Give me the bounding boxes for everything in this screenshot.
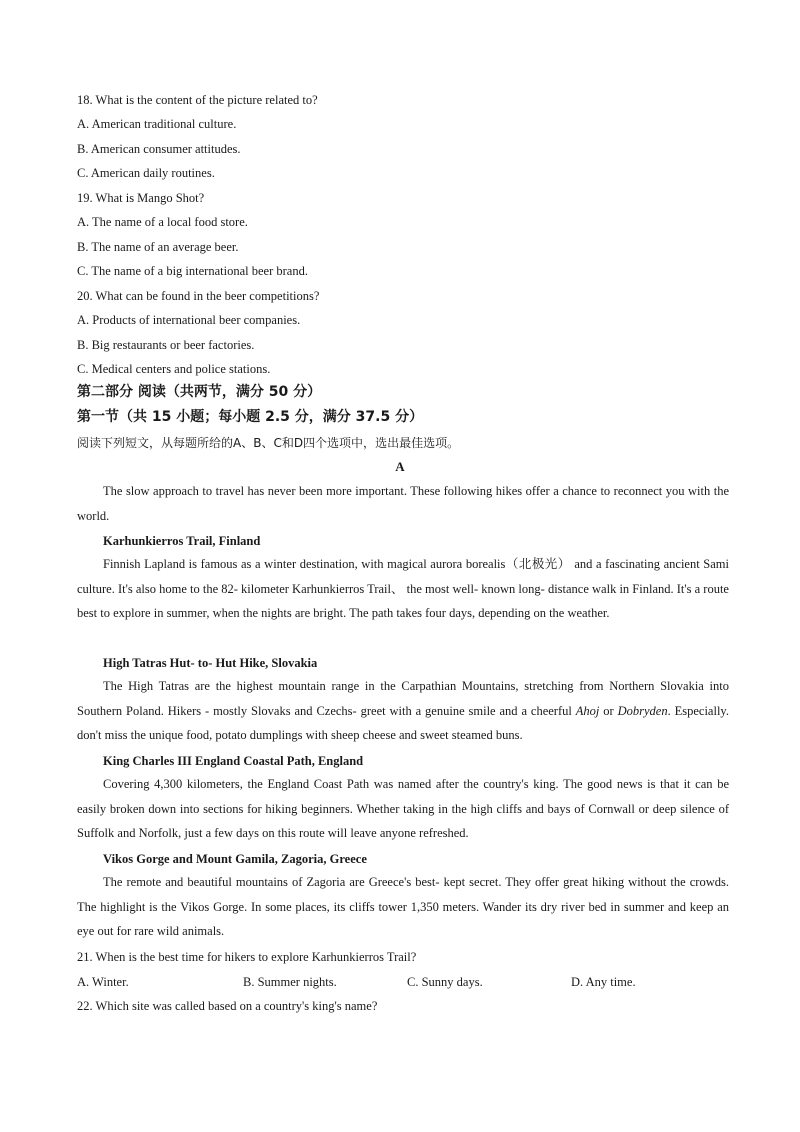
- question-20-option-a: A. Products of international beer companies.: [77, 313, 301, 327]
- question-18-option-a: A. American traditional culture.: [77, 117, 237, 131]
- instruction: 阅读下列短文，从每题所给的A、B、C和D四个选项中，选出最佳选项。: [77, 436, 460, 450]
- trail-text-king-charles: Covering 4,300 kilometers, the England Coast Path was named after the country's king. The good news is that it can be easily broken down into sections for hiking beginners. Whether taking in the high cliffs and bays of Cornwall or deep silence of Suffolk and Norfolk, just a few days on this route will leave anyone refreshed.: [77, 777, 729, 840]
- question-18-stem: 18. What is the content of the picture related to?: [77, 93, 318, 107]
- question-20-stem: 20. What can be found in the beer competitions?: [77, 289, 320, 303]
- question-18-option-c: C. American daily routines.: [77, 166, 215, 180]
- trail-text-high-tatras-part2: or: [599, 703, 618, 718]
- question-19-option-b: B. The name of an average beer.: [77, 240, 239, 254]
- greeting-ahoj: Ahoj: [575, 703, 600, 718]
- trail-heading-vikos-gorge: Vikos Gorge and Mount Gamila, Zagoria, Greece: [103, 852, 367, 866]
- passage-intro: The slow approach to travel has never been more important. These following hikes offer a chance to reconnect you with the world.: [77, 484, 729, 523]
- question-19-stem: 19. What is Mango Shot?: [77, 191, 205, 205]
- trail-text-high-tatras-part3: . Especially. don't miss the unique food, potato dumplings with sheep cheese and sweet steamed buns.: [77, 703, 729, 742]
- question-21-stem: 21. When is the best time for hikers to explore Karhunkierros Trail?: [77, 950, 417, 964]
- question-19-option-a: A. The name of a local food store.: [77, 215, 248, 229]
- question-21-option-d: D. Any time.: [571, 975, 636, 989]
- question-21-option-c: C. Sunny days.: [407, 975, 483, 989]
- question-21-option-a: A. Winter.: [77, 975, 129, 989]
- trail-heading-high-tatras: High Tatras Hut- to- Hut Hike, Slovakia: [103, 656, 318, 670]
- question-19-option-c: C. The name of a big international beer brand.: [77, 264, 308, 278]
- section-title: 第一节（共 15 小题；每小题 2.5 分，满分 37.5 分）: [77, 409, 424, 425]
- trail-text-karhunkierros: Finnish Lapland is famous as a winter destination, with magical aurora borealis（北极光） and a fascinating ancient Sami culture. It's also home to the 82- kilometer Karhunkierros Trail、 the most well- known long- distance walk in Finland. It's a route best to explore in summer, when the nights are bright. The path takes four days, depending on the weather.: [77, 557, 729, 620]
- question-20-option-b: B. Big restaurants or beer factories.: [77, 338, 255, 352]
- question-18-option-b: B. American consumer attitudes.: [77, 142, 241, 156]
- trail-text-high-tatras: [77, 674, 729, 748]
- trail-text-vikos-gorge: The remote and beautiful mountains of Zagoria are Greece's best- kept secret. They offer great hiking without the crowds. The highlight is the Vikos Gorge. In some places, its cliffs tower 1,350 meters. Wander its dry river bed in summer and keep an eye out for rare wild animals.: [77, 875, 729, 938]
- trail-text-high-tatras-part1: The High Tatras are the highest mountain range in the Carpathian Mountains, stretching from Northern Slovakia into Southern Poland. Hikers - mostly Slovaks and Czechs- greet with a genuine smile and a cheerful: [77, 679, 729, 718]
- question-20-option-c: C. Medical centers and police stations.: [77, 362, 271, 376]
- part-title: 第二部分 阅读（共两节，满分 50 分）: [77, 384, 322, 400]
- greeting-dobryden: Dobryden: [617, 703, 668, 718]
- question-22-stem: 22. Which site was called based on a country's king's name?: [77, 999, 378, 1013]
- question-21-option-b: B. Summer nights.: [243, 975, 337, 989]
- trail-heading-king-charles: King Charles III England Coastal Path, England: [103, 754, 364, 768]
- passage-label: A: [395, 459, 405, 474]
- trail-heading-karhunkierros: Karhunkierros Trail, Finland: [103, 534, 261, 548]
